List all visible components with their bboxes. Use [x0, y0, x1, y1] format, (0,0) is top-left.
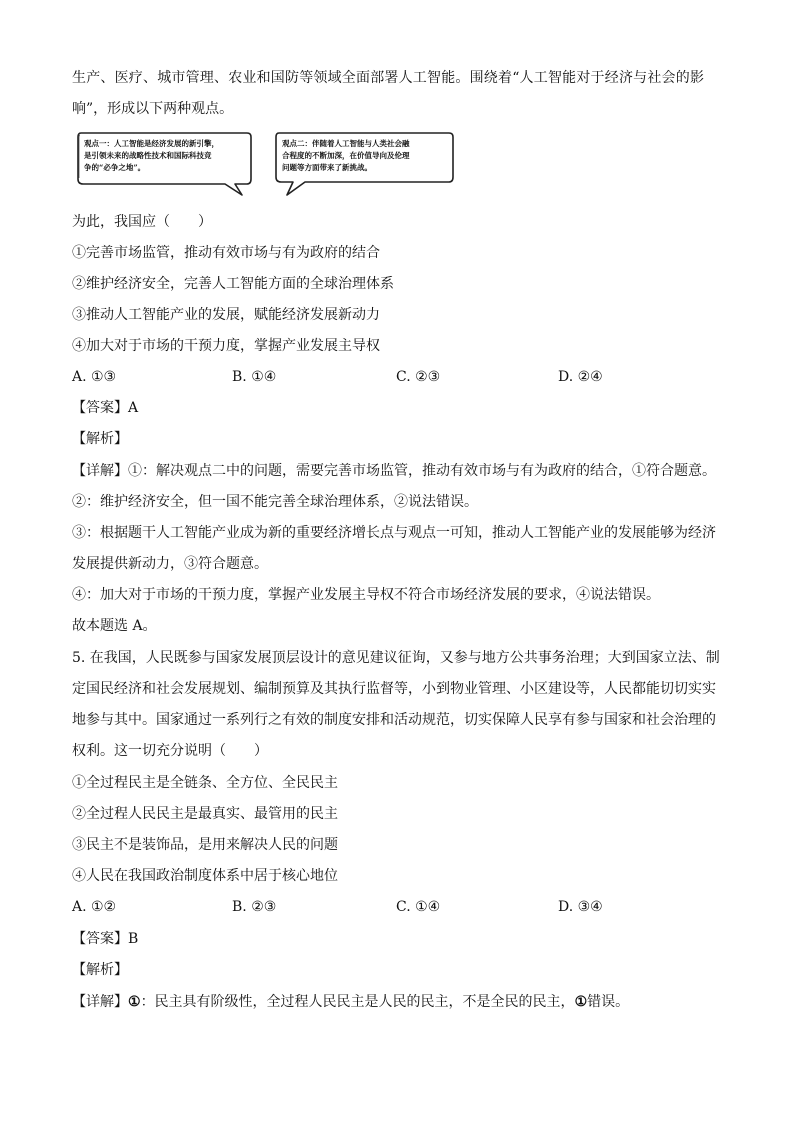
q4-intro-line-2: 响”，形成以下两种观点。 — [72, 101, 234, 117]
q5-statement-1: ①全过程民主是全链条、全方位、全民民主 — [72, 775, 338, 791]
viewpoint-one-line-1: 观点一：人工智能是经济发展的新引擎， — [84, 139, 219, 148]
viewpoint-one-bubble — [75, 131, 253, 197]
q4-statement-2: ②维护经济安全，完善人工智能方面的全球治理体系 — [72, 276, 394, 292]
viewpoint-two-line-3: 问题等方面带来了新挑战。 — [282, 163, 372, 172]
q4-detail-line-1: 【详解】①：解决观点二中的问题，需要完善市场监管，推动有效市场与有为政府的结合，①符合题意。 — [72, 463, 716, 479]
q5-statement-2: ②全过程人民民主是最真实、最管用的民主 — [72, 806, 338, 822]
q5-detail-end: 错误。 — [587, 994, 630, 1010]
q5-option-c: C. ①④ — [396, 899, 441, 915]
q4-option-c: C. ②③ — [396, 369, 441, 385]
q4-option-b: B. ①④ — [232, 369, 277, 385]
q5-option-a: A. ①② — [72, 899, 117, 915]
q5-detail-prefix: 【详解】 — [72, 994, 128, 1010]
viewpoint-two-line-1: 观点二：伴随着人工智能与人类社会融 — [282, 139, 410, 148]
q4-detail-line-3: ③：根据题干人工智能产业成为新的重要经济增长点与观点一可知，推动人工智能产业的发展能够为经济 — [72, 525, 716, 541]
q5-detail-mark: ① — [128, 994, 141, 1010]
q5-stem-line-4: 权利。这一切充分说明（ ） — [72, 743, 268, 759]
viewpoint-two-line-2: 合程度的不断加深，在价值导向及伦理 — [282, 151, 410, 160]
q5-option-d: D. ③④ — [558, 899, 603, 915]
q5-statement-3: ③民主不是装饰品，是用来解决人民的问题 — [72, 837, 338, 853]
q5-statement-4: ④人民在我国政治制度体系中居于核心地位 — [72, 868, 338, 884]
q5-answer: 【答案】B — [72, 931, 139, 947]
q5-stem-line-2: 定国民经济和社会发展规划、编制预算及其执行监督等，小到物业管理、小区建设等，人民都能切切实实 — [72, 681, 716, 697]
q5-option-b: B. ②③ — [232, 899, 277, 915]
q4-analysis-heading: 【解析】 — [72, 431, 128, 447]
q4-detail-line-6: 故本题选 A。 — [72, 618, 157, 634]
viewpoint-two-bubble — [273, 131, 456, 197]
viewpoint-one-line-2: 是引领未来的战略性技术和国际科技竞 — [84, 151, 212, 160]
q4-stem: 为此，我国应（ ） — [72, 214, 212, 230]
q4-statement-1: ①完善市场监管，推动有效市场与有为政府的结合 — [72, 245, 380, 261]
q5-detail-mid: ：民主具有阶级性，全过程人民民主是人民的民主，不是全民的民主， — [140, 994, 575, 1010]
q5-stem-line-1: 5. 在我国，人民既参与国家发展顶层设计的意见建议征询，又参与地方公共事务治理；大到国家立法、制 — [72, 650, 720, 666]
q5-analysis-heading: 【解析】 — [72, 962, 128, 978]
q4-detail-line-5: ④：加大对于市场的干预力度，掌握产业发展主导权不符合市场经济发展的要求，④说法错误。 — [72, 587, 660, 603]
q4-answer: 【答案】A — [72, 400, 139, 416]
q5-detail-line-1 — [72, 992, 629, 1012]
q4-option-a: A. ①③ — [72, 369, 117, 385]
q4-option-d: D. ②④ — [558, 369, 603, 385]
q5-detail-mark-2: ① — [574, 994, 588, 1010]
q4-statement-3: ③推动人工智能产业的发展，赋能经济发展新动力 — [72, 307, 380, 323]
viewpoint-one-line-3: 争的“必争之地”。 — [84, 163, 146, 172]
q4-intro-line-1: 生产、医疗、城市管理、农业和国防等领域全面部署人工智能。围绕着“人工智能对于经济与社会的影 — [72, 70, 705, 86]
q4-detail-line-4: 发展提供新动力，③符合题意。 — [72, 556, 268, 572]
q4-statement-4: ④加大对于市场的干预力度，掌握产业发展主导权 — [72, 338, 380, 354]
q4-detail-line-2: ②：维护经济安全，但一国不能完善全球治理体系，②说法错误。 — [72, 494, 478, 510]
q5-stem-line-3: 地参与其中。国家通过一系列行之有效的制度安排和活动规范，切实保障人民享有参与国家和社会治理的 — [72, 712, 716, 728]
